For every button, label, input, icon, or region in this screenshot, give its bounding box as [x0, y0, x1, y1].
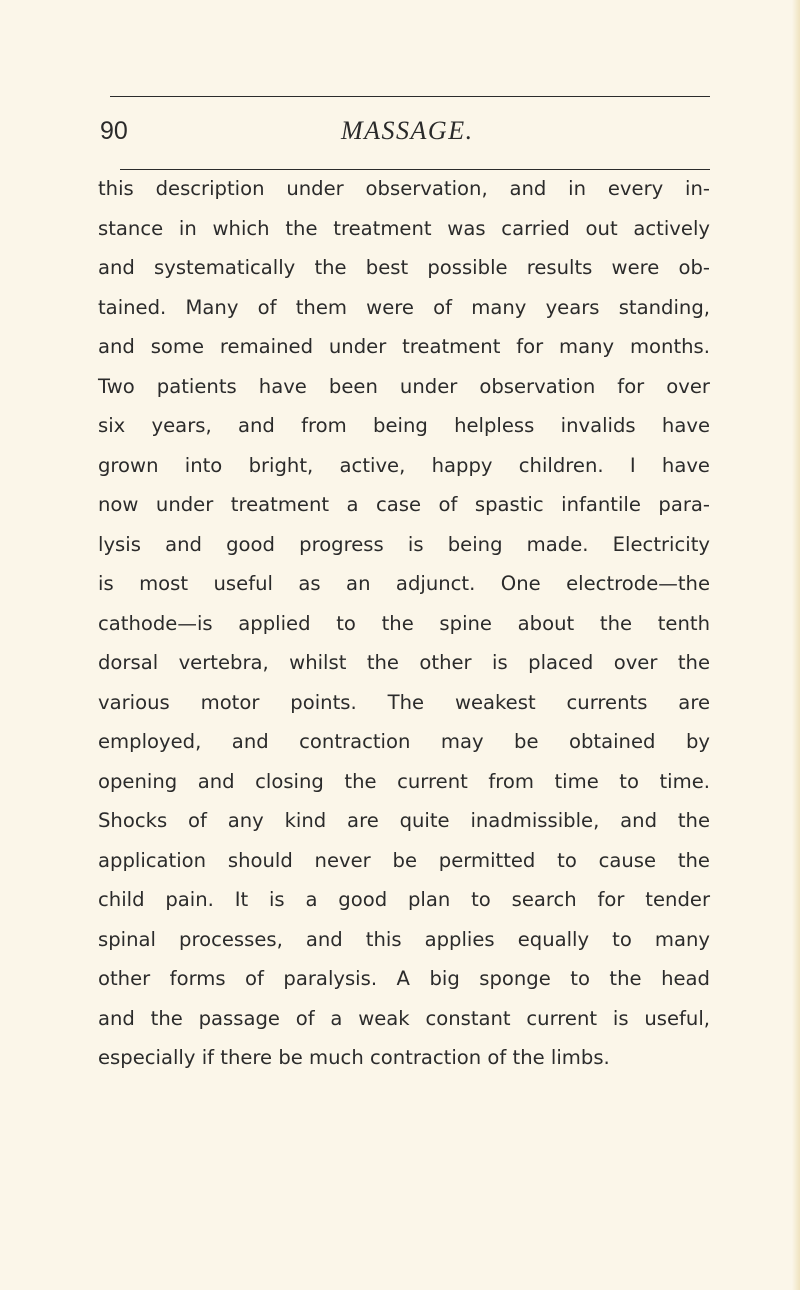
text-line: grown into bright, active, happy children. I have: [98, 453, 710, 477]
text-line: spinal processes, and this applies equally to many: [98, 927, 710, 951]
text-line: dorsal vertebra, whilst the other is placed over the: [98, 651, 710, 674]
text-line: now under treatment a case of spastic infantile para-: [98, 493, 710, 516]
text-line: is most useful as an adjunct. One electrode—the: [98, 572, 710, 595]
text-line: application should never be permitted to cause the: [98, 848, 710, 872]
text-line: opening and closing the current from time to time.: [98, 769, 710, 793]
text-line: and the passage of a weak constant current is useful,: [98, 1006, 710, 1030]
text-line: tained. Many of them were of many years standing,: [98, 295, 710, 319]
text-line: this description under observation, and in every in-: [98, 177, 710, 200]
text-line: especially if there be much contraction of the limbs.: [98, 1046, 610, 1069]
text-line: Shocks of any kind are quite inadmissible, and the: [98, 809, 710, 832]
text-line: and some remained under treatment for many months.: [98, 335, 710, 358]
running-title: MASSAGE.: [341, 116, 474, 145]
text-line: and systematically the best possible results were ob-: [98, 256, 710, 279]
page-edge-shadow: [792, 0, 800, 1290]
body-paragraph: [98, 169, 710, 1078]
text-line: employed, and contraction may be obtained by: [98, 730, 710, 753]
header-top-rule: [110, 96, 710, 97]
text-line: cathode—is applied to the spine about the tenth: [98, 611, 710, 635]
text-line: stance in which the treatment was carried out actively: [98, 216, 710, 240]
text-line: six years, and from being helpless invalids have: [98, 414, 710, 437]
text-line: various motor points. The weakest currents are: [98, 690, 710, 714]
text-line: Two patients have been under observation for over: [98, 374, 710, 398]
text-line: other forms of paralysis. A big sponge to the head: [98, 967, 710, 990]
text-line: child pain. It is a good plan to search for tender: [98, 888, 710, 911]
page-number: 90: [100, 117, 128, 145]
text-line: lysis and good progress is being made. Electricity: [98, 532, 710, 556]
